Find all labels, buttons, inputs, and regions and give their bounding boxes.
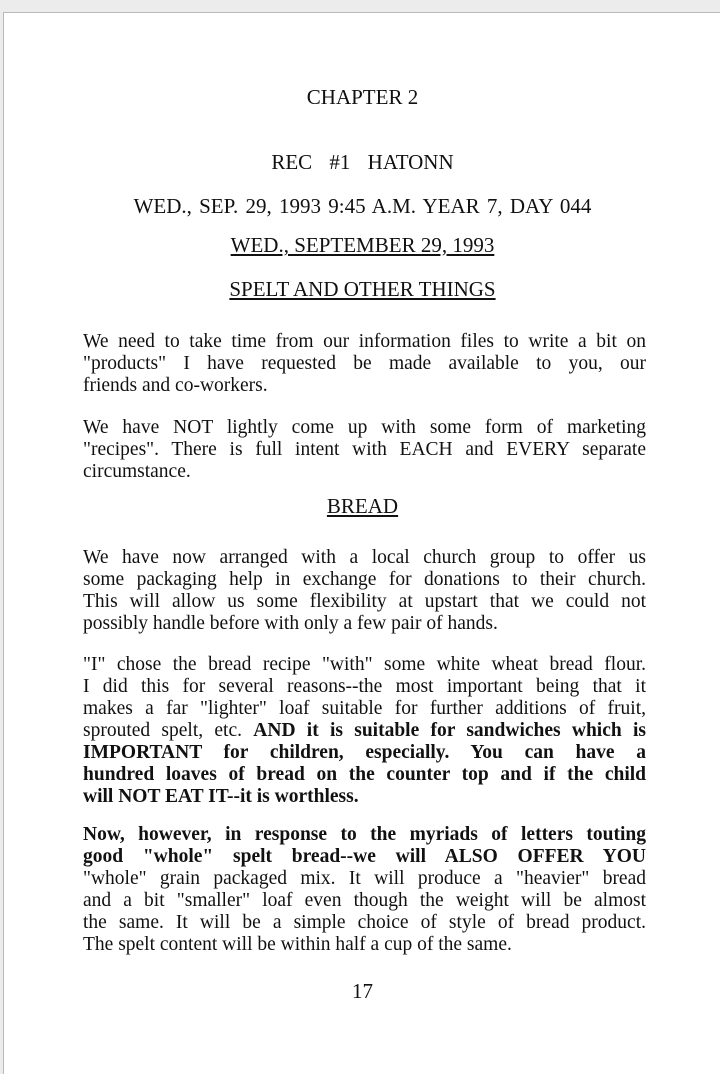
text-line: I did this for several reasons--the most important being that it — [83, 676, 646, 697]
text-line: makes a far "lighter" loaf suitable for further additions of fruit, — [83, 698, 646, 719]
section-heading-bread: BREAD — [326, 494, 399, 518]
subject-heading: SPELT AND OTHER THINGS — [229, 277, 496, 301]
text-line: The spelt content will be within half a cup of the same. — [83, 934, 512, 955]
paragraph-whole-spelt — [83, 824, 646, 956]
text-line: friends and co-workers. — [83, 375, 268, 396]
paragraph-products — [83, 331, 646, 397]
bold-text-line: IMPORTANT for children, especially. You can have a — [83, 742, 646, 763]
paragraph-recipes — [83, 417, 646, 483]
text-line: We have now arranged with a local church group to offer us — [83, 547, 646, 568]
paragraph-church-group — [83, 547, 646, 635]
dateline: WED., SEP. 29, 1993 9:45 A.M. YEAR 7, DAY 044 — [133, 194, 592, 218]
page-number: 17 — [352, 979, 373, 1003]
text-line: "I" chose the bread recipe "with" some white wheat bread flour. — [83, 654, 646, 675]
date-heading: WED., SEPTEMBER 29, 1993 — [230, 233, 495, 257]
bold-text-line: hundred loaves of bread on the counter top and if the child — [83, 764, 646, 785]
paragraph-bread-recipe — [83, 654, 646, 808]
text-line: circumstance. — [83, 461, 191, 482]
record-heading: REC #1 HATONN — [271, 150, 454, 174]
text-line: the same. It will be a simple choice of style of bread product. — [83, 912, 646, 933]
text-line: "whole" grain packaged mix. It will produce a "heavier" bread — [83, 868, 646, 889]
text-line — [83, 720, 646, 742]
text-run: sprouted spelt, etc. — [83, 720, 242, 741]
bold-text-line: good "whole" spelt bread--we will ALSO OFFER YOU — [83, 846, 646, 867]
text-line: We have NOT lightly come up with some form of marketing — [83, 417, 646, 438]
document-page — [3, 12, 720, 1074]
text-line: This will allow us some flexibility at upstart that we could not — [83, 591, 646, 612]
text-line: possibly handle before with only a few pair of hands. — [83, 613, 498, 634]
bold-text-run: AND it is suitable for sandwiches which is — [253, 720, 646, 741]
text-line: "products" I have requested be made available to you, our — [83, 353, 646, 374]
text-line: and a bit "smaller" loaf even though the weight will be almost — [83, 890, 646, 911]
bold-text-line: Now, however, in response to the myriads of letters touting — [83, 824, 646, 845]
chapter-title: CHAPTER 2 — [306, 85, 419, 109]
bold-text-line: will NOT EAT IT--it is worthless. — [83, 786, 359, 807]
text-line: some packaging help in exchange for donations to their church. — [83, 569, 646, 590]
text-line: "recipes". There is full intent with EACH and EVERY separate — [83, 439, 646, 460]
text-line: We need to take time from our information files to write a bit on — [83, 331, 646, 352]
